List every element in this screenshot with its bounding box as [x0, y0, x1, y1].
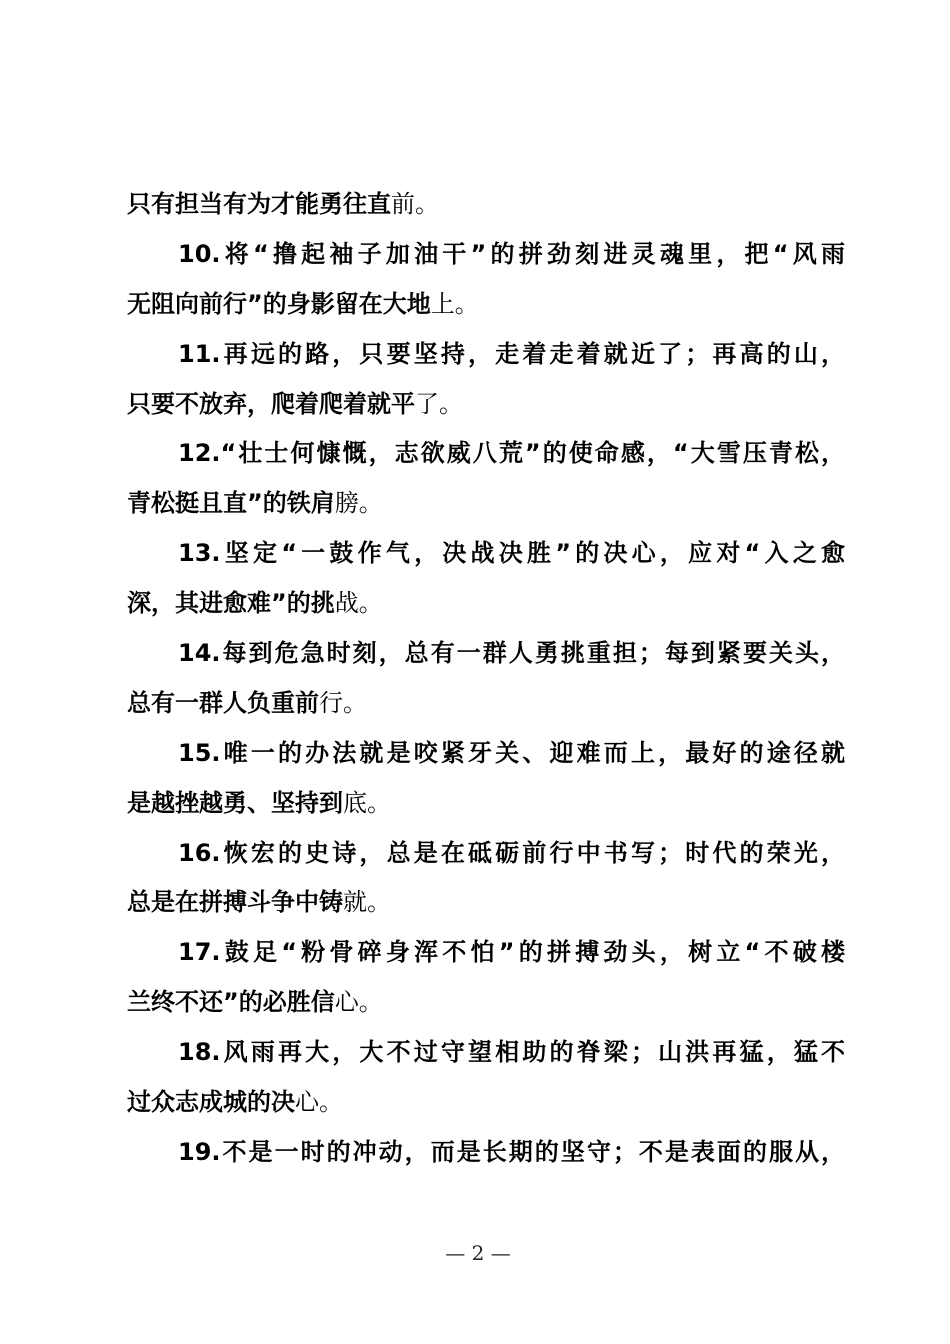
body-text: [127, 180, 845, 1178]
line-bold-text: 11.再远的路，只要坚持，走着走着就近了；再高的山，: [178, 339, 845, 368]
line-bold-text: 无阻向前行”的身影留在大地: [127, 289, 431, 318]
line-bold-text: 13.坚定“一鼓作气，决战决胜”的决心，应对“入之愈: [178, 539, 845, 568]
text-line: [127, 579, 845, 629]
text-line: [127, 1078, 845, 1128]
line-normal-tail: 前。: [391, 190, 439, 218]
text-line: [127, 729, 845, 779]
paragraph-12: [127, 429, 845, 529]
line-normal-tail: 战。: [334, 589, 383, 618]
line-bold-text: 是越挫越勇、坚持到: [127, 788, 343, 817]
text-line: [127, 180, 845, 230]
line-bold-text: 19.不是一时的冲动，而是长期的坚守；不是表面的服从，: [178, 1137, 845, 1166]
text-line: [127, 679, 845, 729]
line-normal-tail: 心。: [334, 988, 383, 1017]
line-bold-text: 12.“壮士何慷慨，志欲威八荒”的使命感，“大雪压青松，: [178, 439, 845, 468]
line-bold-text: 深，其进愈难”的挑: [127, 589, 335, 618]
line-bold-text: 总有一群人负重前: [127, 688, 319, 717]
page-number: — 2 —: [445, 1241, 511, 1265]
paragraph-19: [127, 1128, 845, 1178]
paragraph-9-continued: [127, 180, 845, 230]
line-bold-text: 总是在拼搏斗争中铸: [127, 888, 343, 917]
line-normal-tail: 上。: [430, 289, 479, 318]
text-line: [127, 1028, 845, 1078]
line-bold-text: 15.唯一的办法就是咬紧牙关、迎难而上，最好的途径就: [178, 738, 845, 767]
text-line: [127, 829, 845, 879]
line-normal-tail: 了。: [415, 389, 463, 418]
text-line: [127, 878, 845, 928]
line-bold-text: 只有担当有为才能勇往直: [127, 190, 391, 218]
paragraph-14: [127, 629, 845, 729]
line-bold-text: 14.每到危急时刻，总有一群人勇挑重担；每到紧要关头，: [178, 639, 845, 668]
paragraph-11: [127, 330, 845, 430]
paragraph-10: [127, 230, 845, 330]
paragraph-16: [127, 829, 845, 929]
text-line: [127, 230, 845, 280]
line-bold-text: 只要不放弃，爬着爬着就平: [127, 389, 415, 418]
text-line: [127, 529, 845, 579]
text-line: [127, 330, 845, 380]
line-bold-text: 18.风雨再大，大不过守望相助的脊梁；山洪再猛，猛不: [178, 1038, 845, 1067]
line-normal-tail: 就。: [343, 888, 391, 917]
text-line: [127, 978, 845, 1028]
text-line: [127, 629, 845, 679]
paragraph-18: [127, 1028, 845, 1128]
line-normal-tail: 心。: [295, 1088, 343, 1117]
line-normal-tail: 行。: [319, 688, 367, 717]
line-bold-text: 兰终不还”的必胜信: [127, 988, 335, 1017]
line-bold-text: 17.鼓足“粉骨碎身浑不怕”的拼搏劲头，树立“不破楼: [178, 938, 845, 967]
line-normal-tail: 膀。: [334, 489, 383, 518]
paragraph-13: [127, 529, 845, 629]
paragraph-17: [127, 928, 845, 1028]
line-bold-text: 过众志成城的决: [127, 1088, 295, 1117]
line-bold-text: 16.恢宏的史诗，总是在砥砺前行中书写；时代的荣光，: [178, 838, 845, 867]
line-bold-text: 10.将“撸起袖子加油干”的拼劲刻进灵魂里，把“风雨: [178, 239, 845, 268]
line-normal-tail: 底。: [343, 788, 391, 817]
text-line: [127, 1128, 845, 1178]
line-bold-text: 青松挺且直”的铁肩: [127, 489, 335, 518]
text-line: [127, 479, 845, 529]
text-line: [127, 429, 845, 479]
text-line: [127, 779, 845, 829]
text-line: [127, 928, 845, 978]
text-line: [127, 380, 845, 430]
paragraph-15: [127, 729, 845, 829]
text-line: [127, 280, 845, 330]
